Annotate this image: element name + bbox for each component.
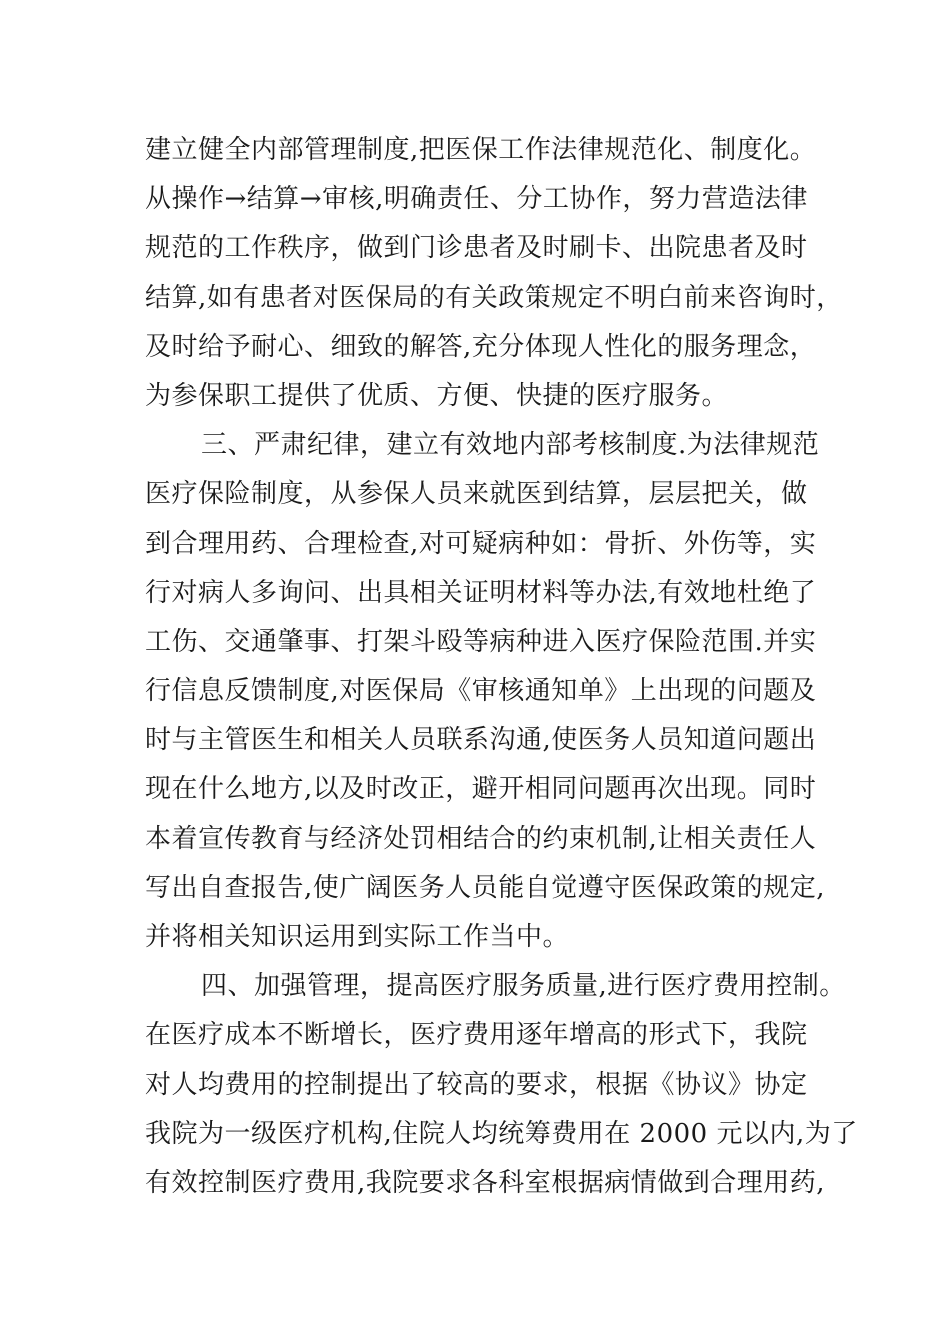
text-line: 工伤、交通肇事、打架斗殴等病种进入医疗保险范围.并实 <box>145 626 817 657</box>
text-line: 及时给予耐心、细致的解答,充分体现人性化的服务理念， <box>145 331 817 362</box>
text-line: 为参保职工提供了优质、方便、快捷的医疗服务。 <box>145 380 729 411</box>
text-line: 对人均费用的控制提出了较高的要求，根据《协议》协定 <box>145 1069 808 1100</box>
text-line: 现在什么地方,以及时改正，避开相同问题再次出现。同时 <box>145 774 817 805</box>
text-line: 行信息反馈制度,对医保局《审核通知单》上出现的问题及 <box>145 676 817 707</box>
text-line: 从操作→结算→审核,明确责任、分工协作，努力营造法律 <box>145 184 808 215</box>
text-line: 我院为一级医疗机构,住院人均统筹费用在 2000 元以内,为了 <box>145 1118 858 1149</box>
text-line: 医疗保险制度，从参保人员来就医到结算，层层把关，做 <box>145 479 808 510</box>
text-line: 在医疗成本不断增长，医疗费用逐年增高的形式下，我院 <box>145 1020 808 1051</box>
text-line: 写出自查报告,使广阔医务人员能自觉遵守医保政策的规定, <box>145 872 826 903</box>
text-line: 本着宣传教育与经济处罚相结合的约束机制,让相关责任人 <box>145 823 817 854</box>
text-line: 并将相关知识运用到实际工作当中。 <box>145 922 570 952</box>
text-line: 结算,如有患者对医保局的有关政策规定不明白前来咨询时， <box>145 282 843 313</box>
text-line: 到合理用药、合理检查,对可疑病种如：骨折、外伤等，实 <box>145 528 817 559</box>
paragraph-heading-line: 四、加强管理，提高医疗服务质量,进行医疗费用控制。 <box>201 971 846 1002</box>
text-line: 有效控制医疗费用,我院要求各科室根据病情做到合理用药, <box>145 1167 826 1198</box>
text-line: 建立健全内部管理制度,把医保工作法律规范化、制度化。 <box>145 135 817 165</box>
paragraph-heading-line: 三、严肃纪律，建立有效地内部考核制度.为法律规范 <box>201 430 820 461</box>
text-line: 时与主管医生和相关人员联系沟通,使医务人员知道问题出 <box>145 725 817 756</box>
text-line: 规范的工作秩序，做到门诊患者及时刷卡、出院患者及时 <box>145 233 808 264</box>
text-line: 行对病人多询问、出具相关证明材料等办法,有效地杜绝了 <box>145 577 817 608</box>
document-body <box>145 126 858 1208</box>
